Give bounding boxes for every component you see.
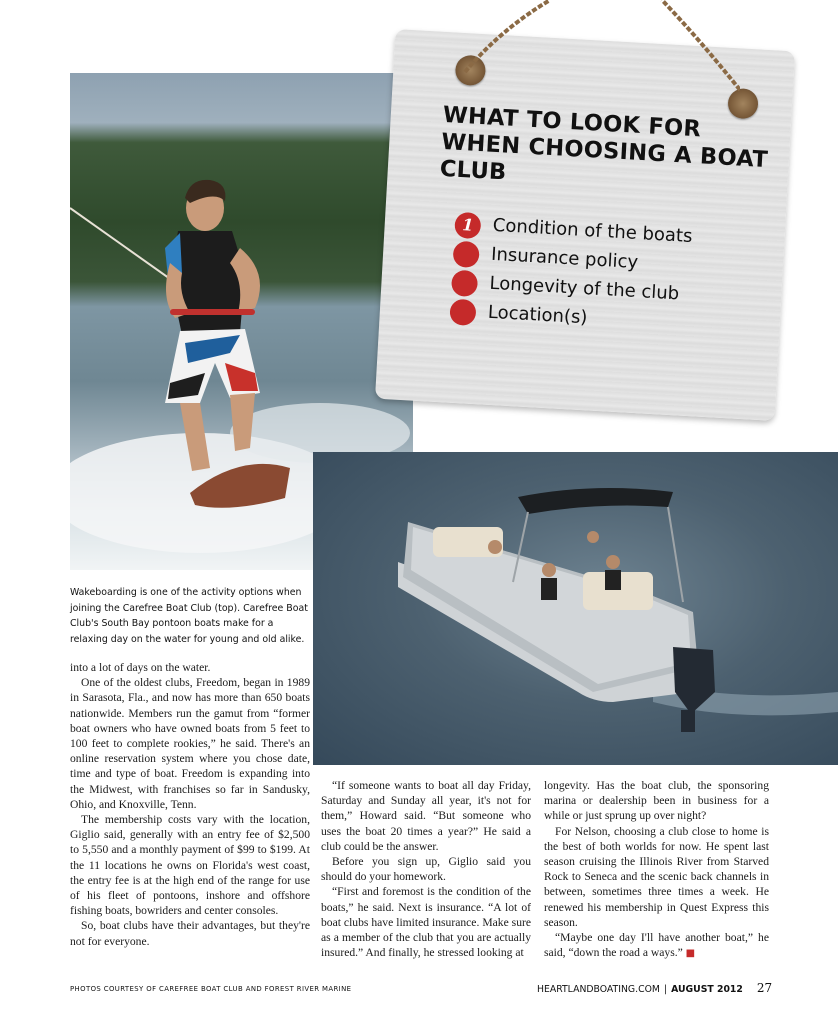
page-number: 27 [756, 981, 773, 995]
article-column-3 [544, 778, 769, 961]
website-link: HEARTLANDBOATING.COM [537, 984, 660, 995]
photo-credit: PHOTOS COURTESY OF CAREFREE BOAT CLUB AND FOREST RIVER MARINE [70, 985, 352, 993]
paragraph: “If someone wants to boat all day Friday, Saturday and Sunday all year, it's not for them,” Howard said. “But someone who uses the boat 20 times a year?” He said a club could be the answer. [321, 779, 531, 853]
issue-date: AUGUST 2012 [671, 984, 743, 995]
sign-checklist [449, 209, 693, 338]
paragraph: into a lot of days on the water. [70, 661, 211, 674]
pontoon-boat-photo [313, 452, 838, 765]
paragraph: For Nelson, choosing a club close to home is the best of both worlds for now. He spent last season cruising the Illinois River from Starved Rock to Seneca and the scenic back channels in between, sometimes three times a week. He renewed his membership in Quest Express this season. [544, 824, 769, 929]
paragraph: Before you sign up, Giglio said you should do your homework. [321, 855, 531, 884]
paragraph [544, 930, 769, 961]
sign-item-label: Location(s) [487, 301, 588, 329]
paragraph-text: “Maybe one day I'll have another boat,” he said, “down the road a ways.” [544, 931, 769, 960]
sign-title: WHAT TO LOOK FOR WHEN CHOOSING A BOAT CLUB [439, 101, 769, 186]
article-column-1 [70, 660, 310, 949]
rope-icon [440, 0, 740, 110]
red-dot-icon [451, 270, 478, 297]
article-column-2 [321, 778, 531, 960]
pontoon-illustration [313, 452, 838, 765]
paragraph: longevity. Has the boat club, the sponsoring marina or dealership been in business for a while or just sprung up over night? [544, 779, 769, 823]
photo-caption: Wakeboarding is one of the activity options when joining the Carefree Boat Club (top). Carefree Boat Club's South Bay pontoon boats make for a relaxing day on the water for young and old alike. [70, 587, 308, 645]
number-one-icon: 1 [454, 212, 481, 239]
sign-item-label: Longevity of the club [489, 272, 680, 305]
page-footer [537, 981, 772, 995]
footer-separator: | [663, 984, 668, 995]
red-dot-icon [449, 299, 476, 326]
sign-item-label: Condition of the boats [492, 214, 693, 247]
paragraph: So, boat clubs have their advantages, but they're not for everyone. [70, 919, 310, 948]
paragraph: One of the oldest clubs, Freedom, began in 1989 in Sarasota, Fla., and now has more than 650 boats nationwide. Members run the gamut from “former boat owners who have owned boats from 5 feet to 100 feet to complete rookies,” he said. There's an online reservation system where you chose date, time and type of boat. Freedom is expanding into the Midwest, with franchises so far in Sandusky, Ohio, and Knoxville, Tenn. [70, 676, 310, 811]
paragraph: The membership costs vary with the location, Giglio said, generally with an entry fee of $2,500 to 5,550 and a monthly payment of $99 to $199. At the 11 locations he owns on Florida's west coast, the entry fee is at the high end of the range for use of his fleet of pontoons, inshore and offshore fishing boats, bowriders and center consoles. [70, 813, 310, 918]
sign-item-label: Insurance policy [490, 243, 639, 274]
red-dot-icon [452, 241, 479, 268]
heartland-map-icon: ■ [685, 948, 696, 960]
paragraph: “First and foremost is the condition of the boats,” he said. Next is insurance. “A lot of boat clubs have limited insurance. Make sure as a member of the club that you are actually insured.” And finally, he stressed looking at [321, 885, 531, 960]
